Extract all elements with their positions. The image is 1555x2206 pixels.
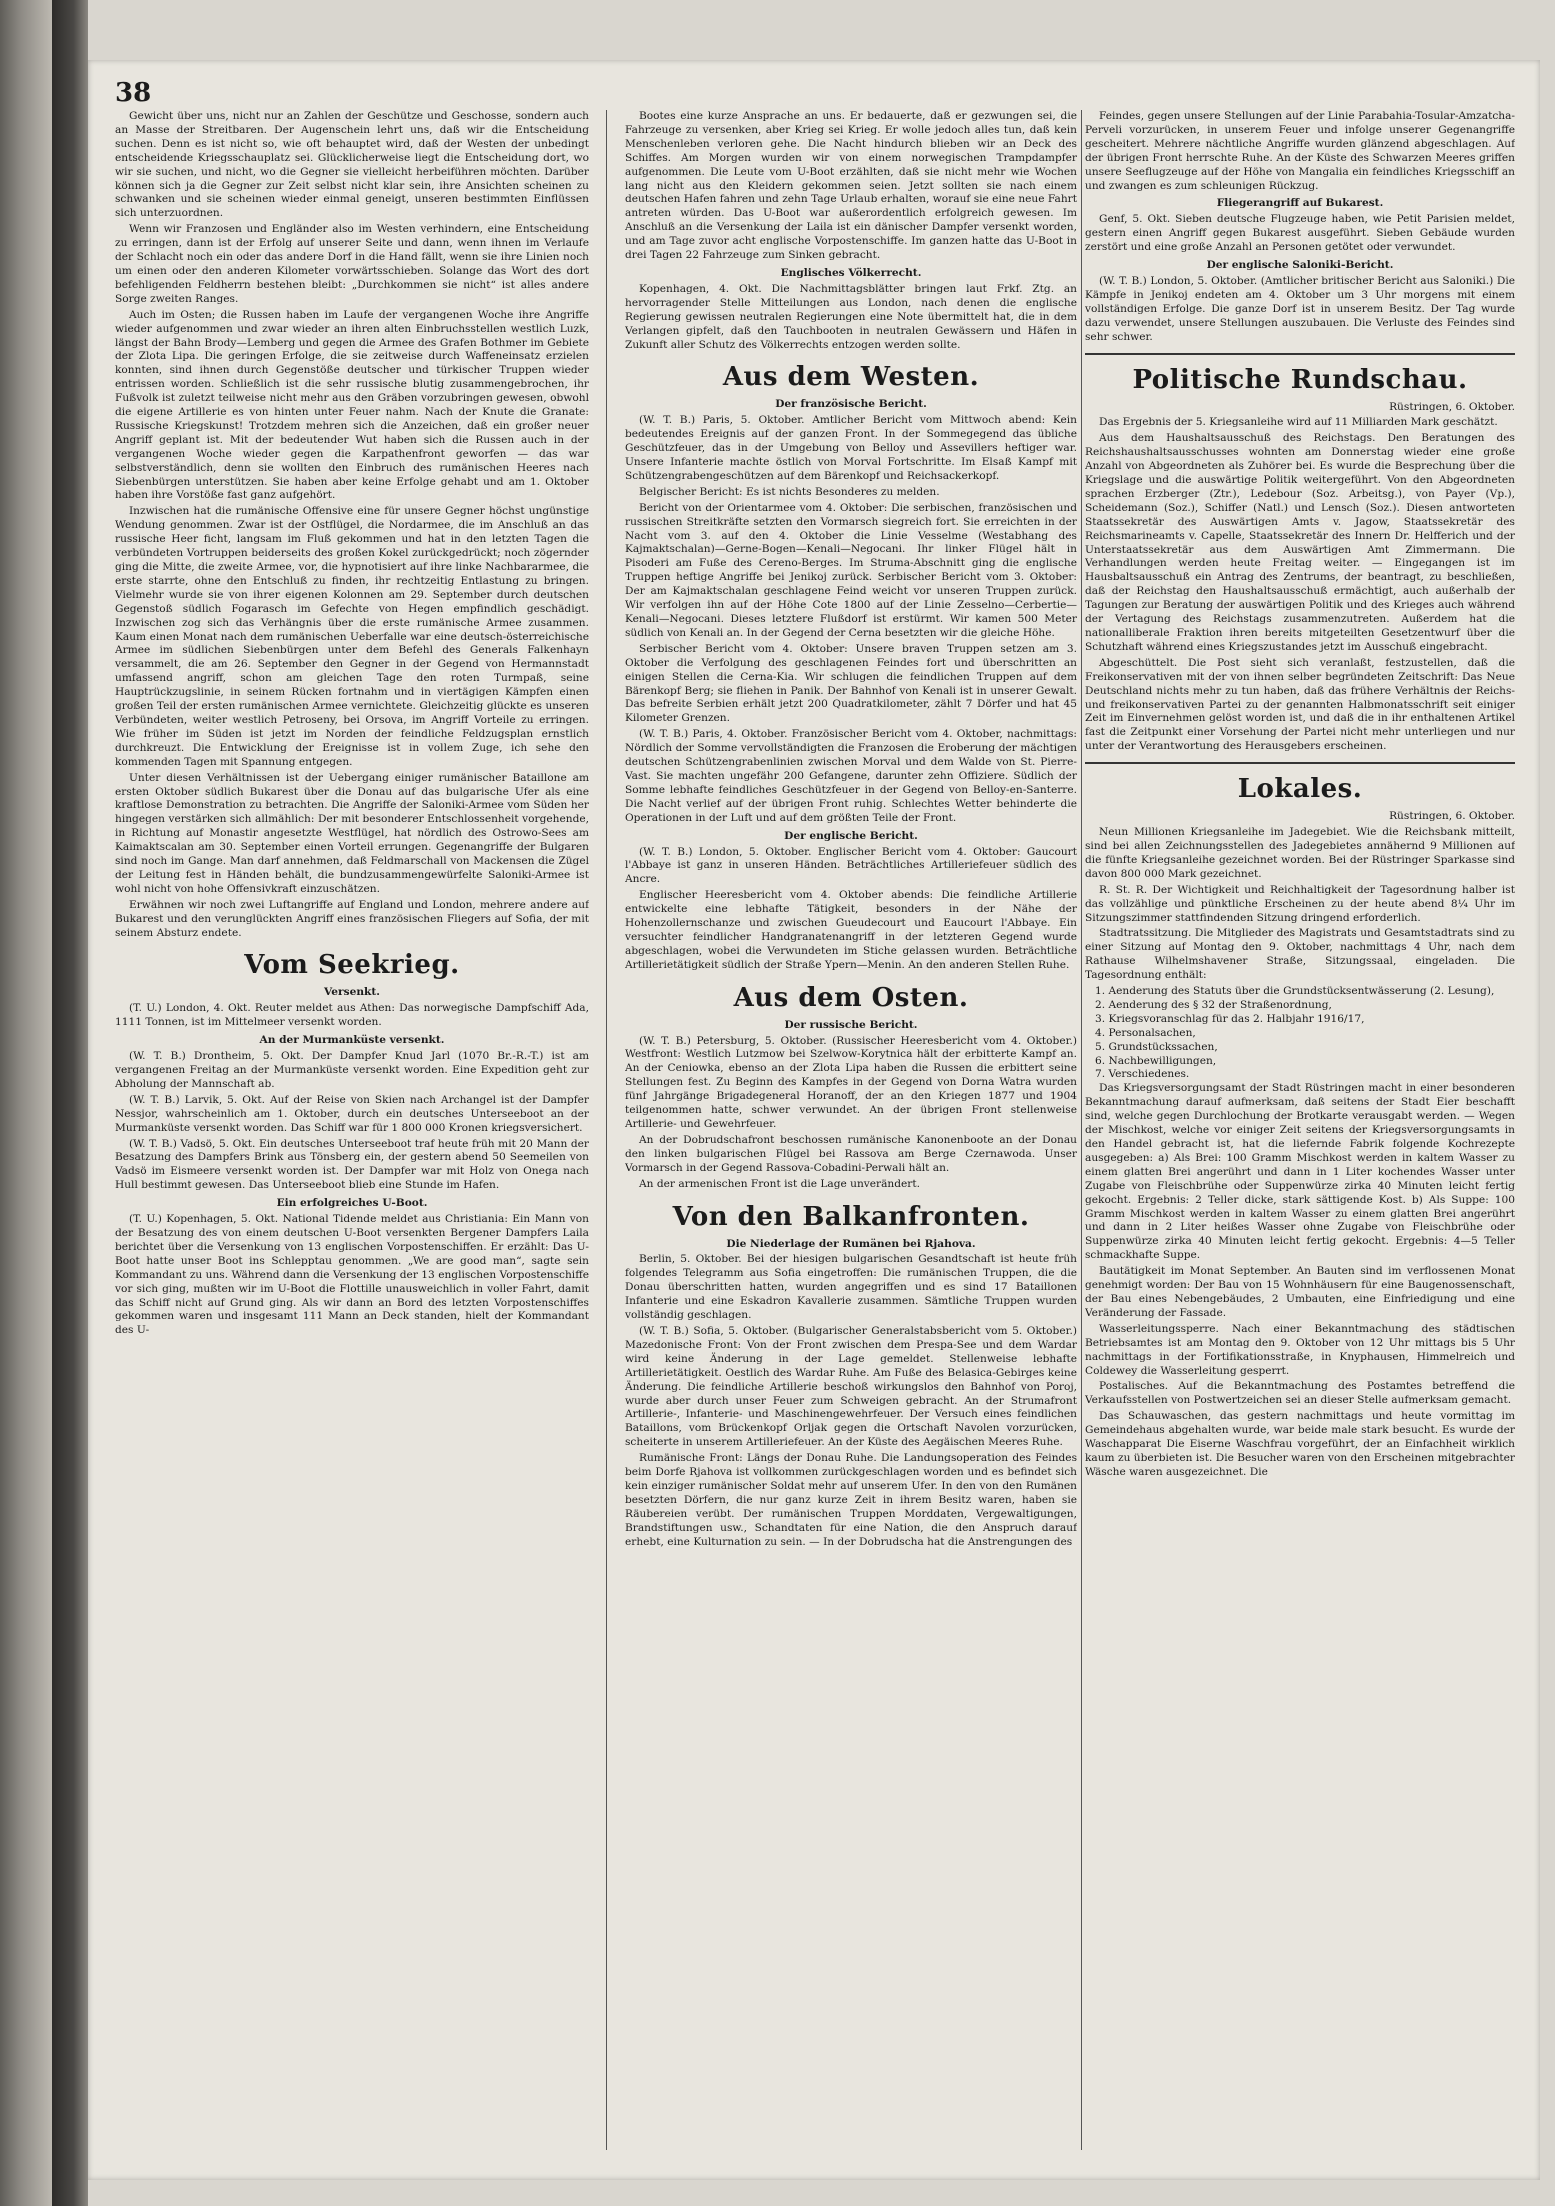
agenda-item: 1. Aenderung des Statuts über die Grundstücksentwässerung (2. Lesung),: [1095, 985, 1495, 998]
subheading: Der englische Saloniki-Bericht.: [1206, 259, 1394, 272]
paragraph: An der Dobrudschafront beschossen rumänische Kanonenboote an der Donau den linken bulgarischen Flügel bei Rassova am Berge Czernawoda. Unser Vormarsch in der Gegend Rassova-Cobadini-Perwali hält an.: [625, 1133, 1077, 1174]
section-heading: Politische Rundschau.: [1132, 364, 1468, 395]
book-spine: [52, 0, 88, 2206]
paragraph: R. St. R. Der Wichtigkeit und Reichhaltigkeit der Tagesordnung halber ist das vollzählige und pünktliche Erscheinen zu der heute abend 8¼ Uhr im Sitzungszimmer stattfindenden Sitzung dringend erforderlich.: [1085, 883, 1515, 924]
paragraph: (W. T. B.) Paris, 4. Oktober. Französischer Bericht vom 4. Oktober, nachmittags: Nördlich der Somme vervollständigten die Franzosen die Eroberung der mächtigen deutschen Schützengrabenlinien zwischen Morval und dem Walde von St. Pierre-Vast. Sie machten ungefähr 200 Gefangene, darunter zehn Offiziere. Südlich der Somme lebhafte feindliches Geschützfeuer in der Gegend von Belloy-en-Santerre. Die Nacht verlief auf der übrigen Front ruhig. Schlechtes Wetter behinderte die Operationen in der Luft und auf dem größten Teile der Front.: [625, 728, 1077, 824]
section-divider: [1085, 353, 1515, 355]
column-2: [625, 110, 1077, 2150]
paragraph: Neun Millionen Kriegsanleihe im Jadegebiet. Wie die Reichsbank mitteilt, sind bei allen Zeichnungsstellen des Jadegebietes annähernd 9 Millionen auf die fünfte Kriegsanleihe gezeichnet worden. Bei der Rüstringer Sparkasse sind davon 800 000 Mark gezeichnet.: [1085, 826, 1515, 880]
subheading: Ein erfolgreiches U-Boot.: [276, 1197, 428, 1210]
paragraph: Bericht von der Orientarmee vom 4. Oktober: Die serbischen, französischen und russischen Streitkräfte setzten den Vormarsch siegreich fort. Sie erreichten in der Nacht vom 3. auf den 4. Oktober die Linie Vesselme (Westabhang des Kajmaktschalan)—Gerne-Bogen—Kenali—Negocani. Ihr linker Flügel hält in Pisoderi am Fuße des Cereno-Berges. Im Struma-Abschnitt ging die englische Truppen heftige Angriffe bei Jenikoj zurück. Serbischer Bericht vom 3. Oktober: Der am Kajmaktschalan geschlagene Feind weicht vor unseren Truppen zurück. Wir verfolgen ihn auf der Höhe Cote 1800 auf der Linie Zesselno—Cerbertie—Kenali—Negocani. Dieses letztere Flußdorf ist erstürmt. Wir kamen 500 Meter südlich von Kenali an. In der Gegend der Cerna besetzten wir die gleiche Höhe.: [625, 501, 1077, 639]
subheading: Englisches Völkerrecht.: [780, 266, 922, 279]
paragraph: (W. T. B.) Drontheim, 5. Okt. Der Dampfer Knud Jarl (1070 Br.-R.-T.) ist am vergangenen Freitag an der Murmanküste versenkt worden. Eine Expedition geht zur Abholung der Mannschaft ab.: [115, 1050, 589, 1090]
agenda-list: [1085, 985, 1515, 1082]
agenda-item: 6. Nachbewilligungen,: [1095, 1054, 1217, 1067]
paragraph: (T. U.) Kopenhagen, 5. Okt. National Tidende meldet aus Christiania: Ein Mann von der Besatzung des von einem deutschen U-Boot versenkten Bergener Dampfers Laila berichtet über die Versenkung von 13 englischen Vorpostenschiffen. Er erzählt: Das U-Boot hatte unser Boot ins Schlepptau genommen. „We are good man“, sagte sein Kommandant zu uns. Während dann die Versenkung der 13 englischen Vorpostenschiffe vor sich ging, mußten wir im U-Boot die Flottille unausweichlich in voller Fahrt, damit das Schiff nicht auf Grund ging. Als wir dann an Bord des letzten Vorpostenschiffes gekommen waren und insgesamt 111 Mann an Deck standen, hielt der Kommandant des U-: [115, 1213, 589, 1337]
paragraph: Stadtratssitzung. Die Mitglieder des Magistrats und Gesamtstadtrats sind zu einer Sitzung auf Montag den 9. Oktober, nachmittags 4 Uhr, nach dem Rathause Wilhelmshavener Straße, Sitzungssaal, eingeladen. Die Tagesordnung enthält:: [1085, 927, 1515, 982]
paragraph: Serbischer Bericht vom 4. Oktober: Unsere braven Truppen setzen am 3. Oktober die Verfolgung des geschlagenen Feindes fort und überschritten an einigen Stellen die Cerna-Kia. Wir schlugen die feindlichen Truppen auf dem Bärenkopf Berg; sie fliehen in Panik. Der Bahnhof von Kenali ist in unserer Gewalt. Das befreite Serbien erhält jetzt 200 Quadratkilometer, zählt 7 Dörfer und hat 45 Kilometer Grenzen.: [625, 642, 1077, 725]
paragraph: Berlin, 5. Oktober. Bei der hiesigen bulgarischen Gesandtschaft ist heute früh folgendes Telegramm aus Sofia eingetroffen: Die rumänischen Truppen, die die Donau überschritten hatten, wurden angegriffen und es sind 17 Bataillonen Infanterie und eine Eskadron Kavallerie zusammen. Sämtliche Truppen wurden vollständig geschlagen.: [625, 1253, 1077, 1322]
book-binding: [0, 0, 52, 2206]
section-heading: Vom Seekrieg.: [244, 950, 460, 981]
dateline: Rüstringen, 6. Oktober.: [1389, 810, 1515, 823]
paragraph: Postalisches. Auf die Bekanntmachung des Postamtes betreffend die Verkaufsstellen von Postwertzeichen sei an dieser Stelle aufmerksam gemacht.: [1085, 1380, 1515, 1407]
paragraph: Feindes, gegen unsere Stellungen auf der Linie Parabahia-Tosular-Amzatcha-Perveli vorzurücken, in unserem Feuer und infolge unserer Gegenangriffe gescheitert. Mehrere nächtliche Angriffe wurden glänzend abgeschlagen. Auf der übrigen Front herrschte Ruhe. An der Küste des Schwarzen Meeres griffen unsere Seeflugzeuge auf der Höhe von Mangalia ein feindliches Kriegsschiff an und zwangen es zum schleunigen Rückzug.: [1085, 110, 1515, 192]
section-heading: Von den Balkanfronten.: [672, 1201, 1030, 1232]
paragraph: (W. T. B.) London, 5. Oktober. (Amtlicher britischer Bericht aus Saloniki.) Die Kämpfe in Jenikoj endeten am 4. Oktober um 3 Uhr morgens mit einem vollständigen Erfolge. Die ganze Dorf ist in unserem Besitz. Der Tag wurde dazu verwendet, unsere Stellungen auszubauen. Die Verluste des Feindes sind sehr schwer.: [1085, 274, 1515, 343]
page-number: 38: [115, 78, 152, 108]
subheading: Der englische Bericht.: [784, 829, 918, 842]
section-heading: Lokales.: [1237, 774, 1363, 805]
dateline: Rüstringen, 6. Oktober.: [1389, 400, 1515, 413]
subheading: Der russische Bericht.: [784, 1018, 918, 1031]
paragraph: Rumänische Front: Längs der Donau Ruhe. Die Landungsoperation des Feindes beim Dorfe Rjahova ist vollkommen zurückgeschlagen worden und es befindet sich kein einziger rumänischer Soldat mehr auf unserem Ufer. In den von den Rumänen besetzten Dörfern, die nur ganz kurze Zeit in ihrem Besitz waren, haben sie Räubereien verübt. Der rumänischen Truppen Morddaten, Vergewaltigungen, Brandstiftungen usw., Schandtaten für eine Nation, die den Anspruch darauf erhebt, eine Kulturnation zu sein. — In der Dobrudscha hat die Anstrengungen des: [625, 1452, 1077, 1548]
subheading: An der Murmanküste versenkt.: [259, 1034, 445, 1047]
agenda-item: 4. Personalsachen,: [1095, 1026, 1196, 1039]
paragraph: Kopenhagen, 4. Okt. Die Nachmittagsblätter bringen laut Frkf. Ztg. an hervorragender Stelle Mitteilungen aus London, nach denen die englische Regierung gewissen neutralen Regierungen eine Note übermittelt hat, die in dem Verlangen gipfelt, daß den Tauchbooten in neutralen Gewässern und Häfen in Zukunft aller Schutz des Völkerrechts entzogen werden sollte.: [625, 282, 1077, 351]
paragraph: Aus dem Haushaltsausschuß des Reichstags. Den Beratungen des Reichshaushaltsausschusses wohnten am Donnerstag wieder eine große Anzahl von Abgeordneten als Zuhörer bei. Es wurde die Besprechung über die Kriegslage und die auswärtige Politik weitergeführt. Von den Abgeordneten sprachen Erzberger (Ztr.), Ledebour (Soz. Arbeitsg.), von Payer (Vp.), Scheidemann (Soz.), Schiffer (Natl.) und Lensch (Soz.). Diesen antworteten Staatssekretär des Auswärtigen Amts v. Jagow, Staatssekretär des Reichsmarineamts v. Capelle, Staatssekretär des Innern Dr. Helfferich und der Unterstaatssekretär aus dem Auswärtigen Amt Zimmermann. Die Verhandlungen werden heute Freitag weiter. — Eingegangen ist im Hausbaltsausschuß ein Antrag des Zentrums, der beantragt, zu beschließen, daß der Reichstag den Haushaltsausschuß ermächtigt, auch außerhalb der Tagungen zur Beratung der auswärtigen Politik und des Krieges auch während der Vertagung des Reichstags zusammenzutreten. Außerdem hat die nationalliberale Fraktion ihren bereits mitgeteilten Gesetzentwurf über die Schutzhaft während eines Kriegszustandes jetzt im Ausschuß eingebracht.: [1085, 432, 1515, 653]
paragraph: Erwähnen wir noch zwei Luftangriffe auf England und London, mehrere andere auf Bukarest und den verunglückten Angriff eines französischen Fliegers auf Sofia, der mit seinem Absturz endete.: [115, 898, 589, 939]
section-heading: Aus dem Westen.: [722, 362, 980, 393]
paragraph: Wenn wir Franzosen und Engländer also im Westen verhindern, eine Entscheidung zu erringen, dann ist der Erfolg auf unserer Seite und dann, wenn ihnen im Verlaufe der Schlacht noch ein oder das andere Dorf in die Hand fällt, wenn sie ihre Linien noch um einen oder den anderen Kilometer vorwärtsschieben. Solange das Wort des dort befehligenden Feldherrn bestehen bleibt: „Durchkommen sie nicht“ ist alles andere Sorge zweiten Ranges.: [115, 223, 589, 305]
paragraph: Bautätigkeit im Monat September. An Bauten sind im verflossenen Monat genehmigt worden: Der Bau von 15 Wohnhäusern für eine Baugenossenschaft, der Bau eines Nebengebäudes, 2 Umbauten, eine Einfriedigung und eine Veränderung der Fassade.: [1085, 1265, 1515, 1319]
column-3: [1085, 110, 1515, 2150]
subheading: Versenkt.: [324, 986, 380, 999]
paragraph: Das Schauwaschen, das gestern nachmittags und heute vormittag im Gemeindehaus abgehalten wurde, war beide male stark besucht. Es wurde der Waschapparat Die Eiserne Waschfrau vorgeführt, der an Einfachheit wirklich kaum zu überbieten ist. Die Besucher waren von den Erscheinen mitgebrachter Wäsche waren ausgezeichnet. Die: [1085, 1410, 1515, 1478]
subheading: Der französische Bericht.: [775, 398, 927, 411]
section-heading: Aus dem Osten.: [733, 982, 969, 1013]
column-1: [115, 110, 589, 2150]
paragraph: (T. U.) London, 4. Okt. Reuter meldet aus Athen: Das norwegische Dampfschiff Ada, 1111 Tonnen, ist im Mittelmeer versenkt worden.: [115, 1002, 589, 1029]
paragraph: (W. T. B.) Sofia, 5. Oktober. (Bulgarischer Generalstabsbericht vom 5. Oktober.) Mazedonische Front: Von der Front zwischen dem Prespa-See und dem Wardar wird keine Änderung in der Lage gemeldet. Stellenweise lebhafte Artillerietätigkeit. Oestlich des Wardar Ruhe. Am Fuße des Belasica-Gebirges keine Änderung. Die feindliche Artillerie beschoß wirkungslos den Bahnhof von Poroj, wurde aber durch unser Feuer zum Schweigen gebracht. An der Strumafront Artillerie-, Infanterie- und Maschinengewehrfeuer. Der Versuch eines feindlichen Bataillons, vom Brückenkopf Orljak gegen die Ortschaft Navolen vorzurücken, scheiterte in unserem Artilleriefeuer. An der Küste des Aegäischen Meeres Ruhe.: [625, 1324, 1077, 1449]
paragraph: Englischer Heeresbericht vom 4. Oktober abends: Die feindliche Artillerie entwickelte eine lebhafte Tätigkeit, besonders in der Nähe der Hohenzollernschanze und zwischen Gueudecourt und Eaucourt l'Abbaye. Ein versuchter feindlicher Handgranatenangriff in der letzteren Gegend wurde abgeschlagen, wobei die Verwundeten im Stiche gelassen wurden. Beträchtliche Artillerietätigkeit südlich der Straße Ypern—Menin. An den anderen Stellen Ruhe.: [625, 889, 1077, 971]
paragraph: Das Kriegsversorgungsamt der Stadt Rüstringen macht in einer besonderen Bekanntmachung darauf aufmerksam, daß seitens der Stadt Eier beschafft sind, welche gegen Durchlochung der Brotkarte verausgabt werden. — Wegen der Mischkost, welche vor einiger Zeit seitens der Kriegsversorgungsamts in den Handel gebracht ist, hat die liefernde Fabrik folgende Kochrezepte ausgegeben: a) Als Brei: 100 Gramm Mischkost werden in kaltem Wasser zu einem glatten Brei angerührt und dann in 1 Liter kochendes Wasser unter Zugabe von Fleischbrühe oder Suppenwürze zirka 40 Minuten leicht fertig gekocht. Ergebnis: 2 Teller dicke, stark sättigende Kost. b) Als Suppe: 100 Gramm Mischkost werden in kaltem Wasser zu einem glatten Brei angerührt und dann in 2 Liter heißes Wasser ohne Zugabe von Fleischbrühe oder Suppenwürze zirka 40 Minuten leicht fertig gekocht. Ergebnis: 4—5 Teller schmackhafte Suppe.: [1085, 1082, 1515, 1262]
subheading: Fliegerangriff auf Bukarest.: [1216, 197, 1384, 210]
paragraph: Bootes eine kurze Ansprache an uns. Er bedauerte, daß er gezwungen sei, die Fahrzeuge zu versenken, aber Krieg sei Krieg. Er wolle jedoch alles tun, daß kein Menschenleben verloren gehe. Die Nacht hindurch blieben wir an Deck des Schiffes. Am Morgen wurden wir von einem norwegischen Trampdampfer aufgenommen. Die Leute vom U-Boot erzählten, daß sie nicht mehr wie Wochen lang nicht aus den Kleidern gekommen seien. Jetzt sollten sie nach einem deutschen Hafen fahren und zehn Tage Urlaub erhalten, worauf sie eine neue Fahrt antreten würden. Das U-Boot war außerordentlich erfolgreich gewesen. Im Anschluß an die Versenkung der Laila ist ein dänischer Dampfer versenkt worden, und am Tage zuvor acht englische Vorpostenschiffe. Im ganzen hatte das U-Boot in drei Tagen 22 Fahrzeuge zum Sinken gebracht.: [625, 110, 1077, 262]
paragraph: Auch im Osten; die Russen haben im Laufe der vergangenen Woche ihre Angriffe wieder aufgenommen und zwar wieder an ihren alten Einbruchsstellen westlich Luzk, längst der Bahn Brody—Lemberg und gegen die Armee des Grafen Bothmer im Gebiete der Zlota Lipa. Die geringen Erfolge, die sie zeitweise durch Waffeneinsatz erzielen konnten, sind ihnen durch Gegenstöße deutscher und türkischer Truppen wieder entrissen worden. Schließlich ist die sehr russische blutig zusammengebrochen, ihr Fußvolk ist zuletzt teilweise nicht mehr aus den Gräben vorzubringen gewesen, obwohl die eigene Artillerie es von hinten unter Feuer nahm. Nach der Knute die Granate: Russische Kriegskunst! Trotzdem mehren sich die Anzeichen, daß ein großer neuer Angriff geplant ist. Mit der bedeutender Wut haben sich die Russen auch in der vergangenen Woche wieder gegen die Karpathenfront geworfen — das war selbstverständlich, denn sie wollten den Einbruch des rumänischen Heeres nach Siebenbürgen unterstützen. Sie haben aber keine Erfolge gehabt und am 1. Oktober haben ihre Vorstöße fast ganz aufgehört.: [115, 308, 589, 502]
paragraph: Belgischer Bericht: Es ist nichts Besonderes zu melden.: [639, 485, 940, 498]
paragraph: Abgeschüttelt. Die Post sieht sich veranlaßt, festzustellen, daß die Freikonservativen mit der von ihnen selber begründeten Zeitschrift: Das Neue Deutschland nichts mehr zu tun haben, daß das frühere Verhältnis der Reichs- und freikonservativen Partei zu der genannten Halbmonatsschrift seit einiger Zeit im Einvernehmen gelöst worden ist, und daß die in ihr enthaltenen Artikel fast die Zeitpunkt einer Vorsehung der Partei nicht mehr unterliegen und nur unter der Verantwortung des Herausgebers erscheinen.: [1085, 656, 1515, 753]
paragraph: (W. T. B.) London, 5. Oktober. Englischer Bericht vom 4. Oktober: Gaucourt l'Abbaye ist ganz in unseren Händen. Beträchtliches Artilleriefeuer südlich des Ancre.: [625, 845, 1077, 886]
agenda-item: 2. Aenderung des § 32 der Straßenordnung,: [1095, 998, 1332, 1011]
paragraph: Das Ergebnis der 5. Kriegsanleihe wird auf 11 Milliarden Mark geschätzt.: [1099, 416, 1498, 429]
agenda-item: 3. Kriegsvoranschlag für das 2. Halbjahr 1916/17,: [1095, 1012, 1365, 1025]
paragraph: Unter diesen Verhältnissen ist der Uebergang einiger rumänischer Bataillone am ersten Oktober südlich Bukarest über die Donau auf das bulgarische Ufer als eine kraftlose Demonstration zu betrachten. Die Angriffe der Saloniki-Armee vom Süden her hingegen verstärken sich allmählich: Der mit besonderer Entschlossenheit vorgehende, in Richtung auf Monastir angesetzte Westflügel, hat nördlich des Ostrowo-Sees am Kaimaktscalan am 30. September einen Vorteil errungen. Gegenangriffe der Bulgaren sind noch im Gange. Man darf annehmen, daß Feldmarschall von Mackensen die Zügel der Leitung fest in Händen behält, die bundzusammengewürfelte Saloniki-Armee ist wohl nicht von hohe Offensivkraft einzuschätzen.: [115, 771, 589, 895]
column-rule: [1081, 110, 1082, 2150]
subheading: Die Niederlage der Rumänen bei Rjahova.: [726, 1237, 976, 1250]
paragraph: (W. T. B.) Vadsö, 5. Okt. Ein deutsches Unterseeboot traf heute früh mit 20 Mann der Besatzung des Dampfers Brink aus Tönsberg ein, der gestern abend 50 Seemeilen von Vadsö im Eismeere versenkt worden ist. Der Dampfer war mit Holz von Onega nach Hull bestimmt gewesen. Das Unterseeboot blieb eine Stunde im Hafen.: [115, 1137, 589, 1192]
paragraph: Gewicht über uns, nicht nur an Zahlen der Geschütze und Geschosse, sondern auch an Masse der Streitbaren. Der Augenschein lehrt uns, daß wir die Entscheidung suchen. Denn es ist nicht so, wie oft behauptet wird, daß der Westen der unbedingt entscheidende Kriegsschauplatz sei. Glücklicherweise liegt die Entscheidung dort, wo wir sie suchen, und nicht, wo die Gegner sie vielleicht herbeiführen möchten. Darüber können sich ja die Gegner zur Zeit selbst nicht klar sein, ihre Ansichten scheinen zu schwanken und sie scheinen wieder einmal geneigt, unseren bestimmten Einflüssen sich unterzuordnen.: [115, 110, 589, 220]
paragraph: An der armenischen Front ist die Lage unverändert.: [639, 1177, 920, 1190]
section-divider: [1085, 762, 1515, 764]
column-rule: [606, 110, 607, 2150]
paragraph: Wasserleitungssperre. Nach einer Bekanntmachung des städtischen Betriebsamtes ist am Montag den 9. Oktober von 12 Uhr mittags bis 5 Uhr nachmittags in der Fortifikationsstraße, in Knyphausen, Himmelreich und Coldewey die Wasserleitung gesperrt.: [1085, 1322, 1515, 1377]
agenda-item: 7. Verschiedenes.: [1095, 1068, 1190, 1081]
paragraph: Inzwischen hat die rumänische Offensive eine für unsere Gegner höchst ungünstige Wendung genommen. Zwar ist der Ostflügel, die Nordarmee, die im Anschluß an das russische Heer ficht, langsam im Fluß gekommen und hat in den letzten Tagen die verbündeten Vortruppen beiderseits des großen Kokel zurückgedrückt; noch zögernder ging die Mitte, die zweite Armee, vor, die hypnotisiert auf ihre linke Nachbararmee, die erste starrte, ohne den Entschluß zu finden, ihr rechtzeitig Entlastung zu bringen. Vielmehr wurde sie von ihrer eigenen Kolonnen am 29. September durch deutschen Gegenstoß südlich Fogarasch im Gefechte von Hegen empfindlich geschädigt. Inzwischen zog sich das Verhängnis über die erste rumänische Armee zusammen. Kaum einen Monat nach dem rumänischen Ueberfalle war eine deutsch-österreichische Armee im südlichen Siebenbürgen unter dem Befehl des Generals Falkenhayn versammelt, die am 26. September den Gegner in der Gegend von Hermannstadt umfassend angriff, schon am gleichen Tage den roten Turmpaß, seine Hauptrückzugslinie, in seinem Rücken fortnahm und in viertägigen Kämpfen einen großen Teil der ersten rumänischen Armee vernichtete. Gleichzeitig glückte es unseren Verbündeten, weiter westlich Petroseny, bei Orsova, im Angriff Vorteile zu erringen. Wie früher im Süden ist jetzt im Norden der feindliche Feldzugsplan ernstlich durchkreuzt. Die Entwicklung der Ereignisse ist in vollem Zuge, ich sehe den kommenden Tagen mit Spannung entgegen.: [115, 505, 589, 768]
paragraph: (W. T. B.) Petersburg, 5. Oktober. (Russischer Heeresbericht vom 4. Oktober.) Westfront: Westlich Lutzmow bei Szelwow-Korytnica hält der erbitterte Kampf an. An der Ceniowka, ebenso an der Zlota Lipa haben die Russen die erbittert seine Stellungen fest. Zu Beginn des Kampfes in der Gegend von Dorna Watra wurden fünf Jahrgänge Brigadegeneral Horanoff, der an den Kriegen 1877 und 1904 teilgenommen hatte, schwer verwundet. An der übrigen Front stellenweise Artillerie- und Gewehrfeuer.: [625, 1034, 1077, 1130]
paragraph: (W. T. B.) Paris, 5. Oktober. Amtlicher Bericht vom Mittwoch abend: Kein bedeutendes Ereignis auf der ganzen Front. In der Sommegegend das übliche Geschützfeuer, das in der Umgebung von Belloy und Assevillers heftiger war. Unsere Infanterie machte östlich von Morval Fortschritte. Im Elsaß Kampf mit Schützengrabengeschützen auf dem Bärenkopf und Reichsackerkopf.: [625, 414, 1077, 482]
paragraph: Genf, 5. Okt. Sieben deutsche Flugzeuge haben, wie Petit Parisien meldet, gestern einen Angriff gegen Bukarest ausgeführt. Sieben Gebäude wurden zerstört und eine große Anzahl an Personen getötet oder verwundet.: [1085, 213, 1515, 254]
agenda-item: 5. Grundstückssachen,: [1095, 1040, 1218, 1053]
paragraph: (W. T. B.) Larvik, 5. Okt. Auf der Reise von Skien nach Archangel ist der Dampfer Nessjor, wahrscheinlich am 1. Oktober, durch ein deutsches Unterseeboot an der Murmanküste versenkt worden. Das Schiff war für 1 800 000 Kronen kriegsversichert.: [115, 1093, 589, 1134]
